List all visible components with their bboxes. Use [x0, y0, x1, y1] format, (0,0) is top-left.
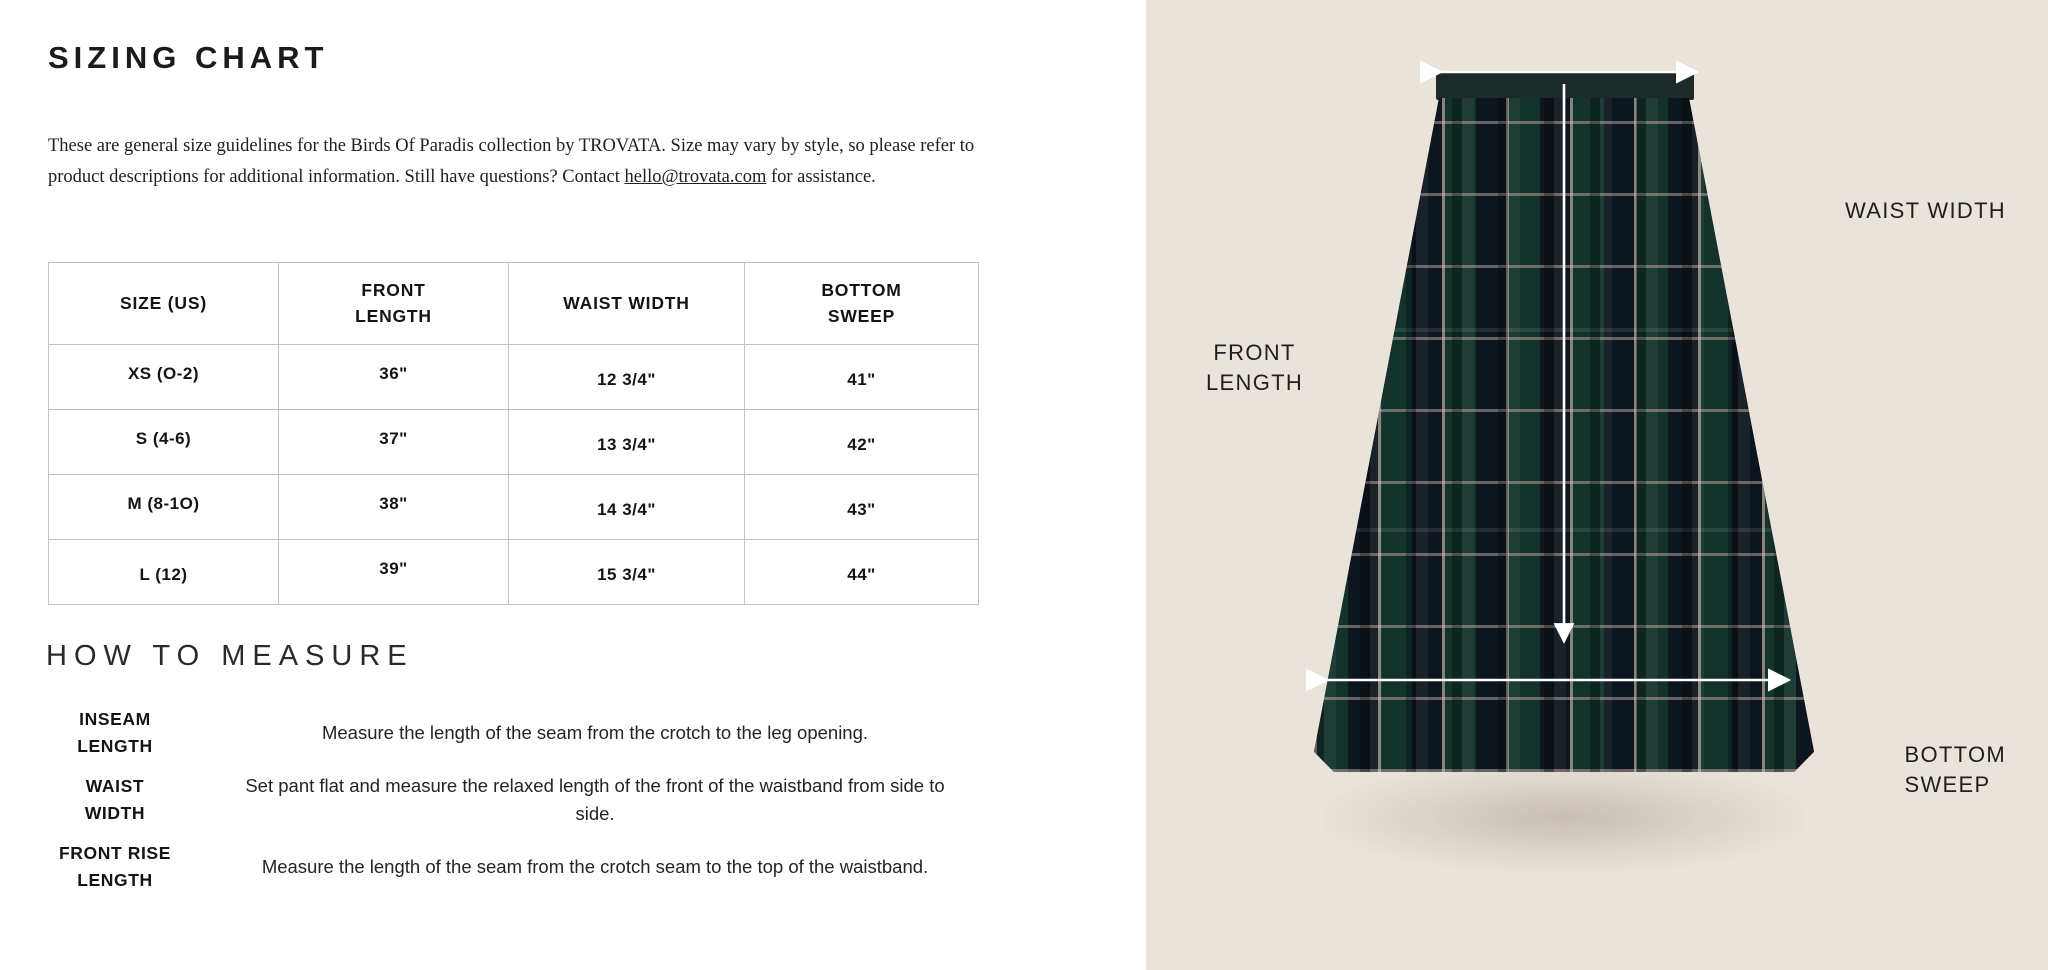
- cell-waist-width: [509, 474, 745, 539]
- column-header-waist-width-line1: WAIST WIDTH: [563, 293, 690, 314]
- measure-description: Set pant flat and measure the relaxed length of the front of the waistband from side to side.: [245, 775, 945, 824]
- measure-term: [20, 840, 210, 894]
- cell-size: [49, 539, 279, 604]
- measure-term: [20, 706, 210, 760]
- callout-front-length-line1: FRONT: [1213, 340, 1296, 365]
- measure-item-front-rise-length: [20, 840, 980, 894]
- measure-term-line2: LENGTH: [77, 736, 153, 757]
- cell-waist-width: [509, 344, 745, 409]
- column-header-front-length: [279, 263, 509, 345]
- measure-term-line1: INSEAM: [79, 709, 151, 729]
- skirt-image: [1314, 72, 1814, 862]
- garment-illustration-panel: [1146, 0, 2048, 970]
- column-header-size: [49, 263, 279, 345]
- cell-bottom-sweep-value: 42": [847, 434, 876, 454]
- column-header-front-length-line1: FRONT: [361, 280, 426, 300]
- callout-bottom-sweep-line2: SWEEP: [1904, 771, 1991, 797]
- measure-term-line1: WAIST: [85, 775, 145, 796]
- table-row: [49, 474, 979, 539]
- cell-size-value: M (8-1O): [127, 493, 200, 513]
- table-body: [49, 344, 979, 604]
- cell-bottom-sweep-value: 43": [847, 499, 876, 519]
- skirt-graphic: [1314, 72, 1814, 772]
- skirt-tier-seam-1: [1314, 328, 1814, 332]
- table-row: [49, 409, 979, 474]
- callout-waist-width: [1845, 196, 2006, 226]
- callout-front-length-line2: LENGTH: [1206, 369, 1304, 395]
- callout-bottom-sweep: [1904, 740, 2006, 799]
- measure-description: Measure the length of the seam from the crotch seam to the top of the waistband.: [261, 856, 929, 877]
- cell-size-value: L (12): [139, 564, 188, 584]
- skirt-shadow: [1324, 762, 1804, 872]
- cell-bottom-sweep-value: 44": [847, 564, 876, 584]
- cell-front-length: [279, 344, 509, 409]
- cell-front-length: [279, 409, 509, 474]
- column-header-waist-width: [509, 263, 745, 345]
- cell-waist-width-value: 14 3/4": [597, 499, 656, 519]
- cell-front-length-value: 37": [379, 428, 408, 448]
- table-row: [49, 539, 979, 604]
- callout-bottom-sweep-line1: BOTTOM: [1904, 742, 2006, 767]
- measure-item-inseam-length: [20, 706, 980, 760]
- cell-bottom-sweep: [745, 539, 979, 604]
- how-to-measure-list: [20, 706, 980, 906]
- cell-front-length-value: 38": [379, 493, 408, 513]
- cell-size-value: XS (O-2): [127, 363, 200, 383]
- cell-waist-width-value: 12 3/4": [597, 369, 656, 389]
- cell-waist-width: [509, 409, 745, 474]
- table-row: [49, 344, 979, 409]
- measure-item-waist-width: [20, 772, 980, 828]
- cell-size-value: S (4-6): [135, 428, 192, 448]
- table-header-row: [49, 263, 979, 345]
- measure-term-line2: WIDTH: [84, 803, 146, 823]
- page-title: SIZING CHART: [48, 40, 329, 75]
- measure-term-line2: LENGTH: [77, 869, 153, 890]
- intro-paragraph: [48, 131, 976, 195]
- size-table: [48, 262, 979, 605]
- cell-bottom-sweep: [745, 474, 979, 539]
- skirt-tier-seam-2: [1314, 528, 1814, 532]
- cell-bottom-sweep-value: 41": [847, 369, 876, 389]
- cell-size: [49, 344, 279, 409]
- measure-term-line1: FRONT RISE: [59, 842, 171, 863]
- table-header: [49, 263, 979, 345]
- cell-bottom-sweep: [745, 409, 979, 474]
- cell-front-length: [279, 539, 509, 604]
- callout-front-length: [1206, 338, 1303, 397]
- cell-waist-width-value: 15 3/4": [597, 564, 656, 584]
- cell-size: [49, 409, 279, 474]
- cell-front-length: [279, 474, 509, 539]
- measure-description: Measure the length of the seam from the crotch to the leg opening.: [321, 722, 869, 744]
- skirt-body: [1314, 98, 1814, 772]
- callout-waist-width-label: WAIST WIDTH: [1845, 198, 2006, 223]
- column-header-size-line1: SIZE (US): [120, 293, 207, 314]
- column-header-bottom-sweep: [745, 263, 979, 345]
- measure-term: [20, 773, 210, 827]
- cell-front-length-value: 39": [379, 558, 408, 578]
- skirt-waistband: [1436, 72, 1694, 100]
- column-header-front-length-line2: LENGTH: [355, 306, 432, 327]
- cell-waist-width: [509, 539, 745, 604]
- intro-text-before: These are general size guidelines for the Birds Of Paradis collection by TROVATA. Size may vary by style, so please refer to product descriptions for additional information. Still have questions? Contact: [48, 135, 975, 188]
- column-header-bottom-sweep-line2: SWEEP: [827, 306, 896, 327]
- cell-front-length-value: 36": [379, 363, 408, 383]
- how-to-measure-title: HOW TO MEASURE: [46, 640, 414, 672]
- intro-text-after: for assistance.: [766, 167, 876, 188]
- column-header-bottom-sweep-line1: BOTTOM: [821, 280, 902, 300]
- cell-bottom-sweep: [745, 344, 979, 409]
- contact-email-link[interactable]: hello@trovata.com: [624, 167, 767, 188]
- cell-waist-width-value: 13 3/4": [597, 434, 656, 454]
- cell-size: [49, 474, 279, 539]
